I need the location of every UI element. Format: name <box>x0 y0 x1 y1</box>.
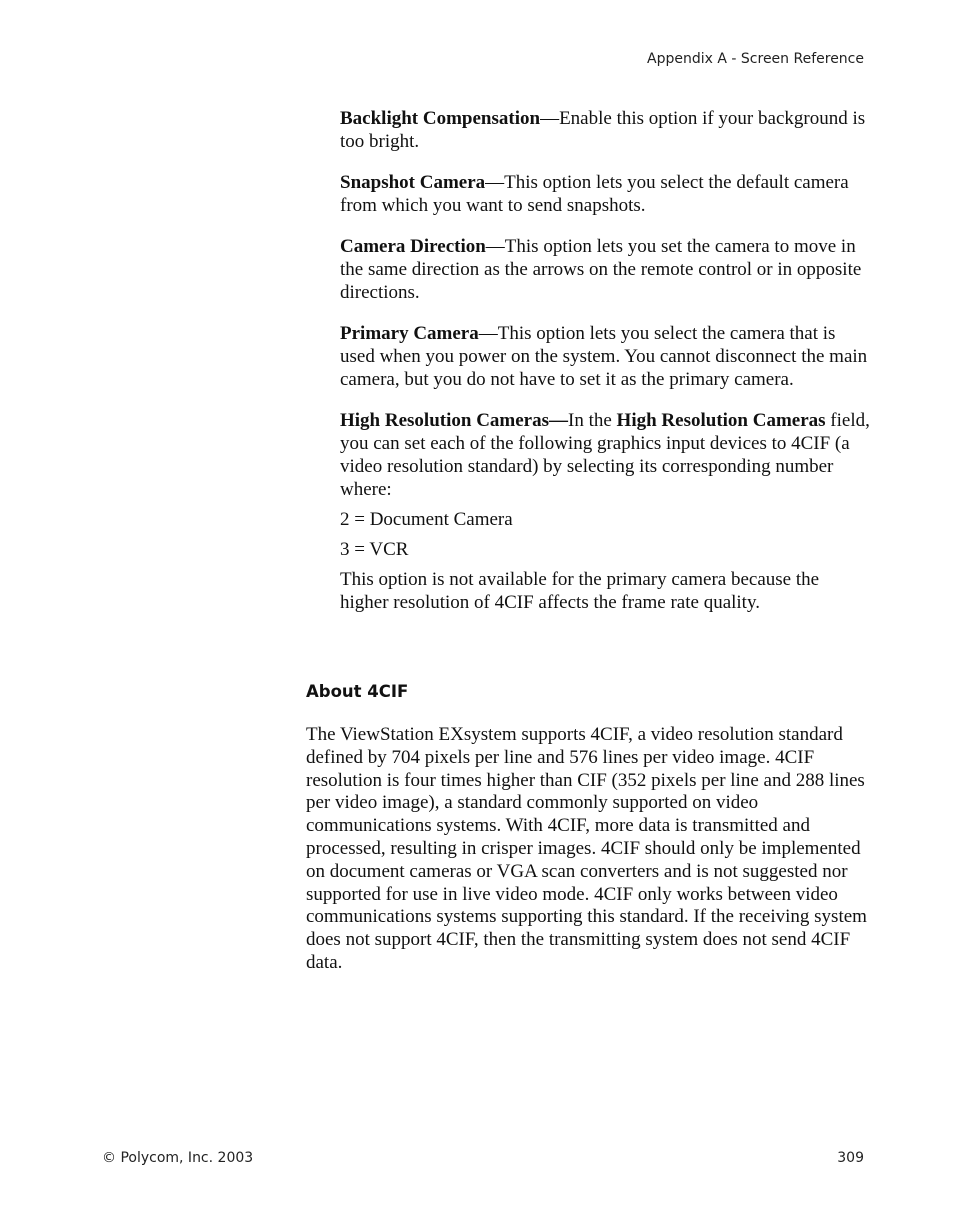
option-description: —This option lets you select the default camera from which you want to send snapshots. <box>340 172 849 216</box>
option-backlight-compensation <box>340 107 870 153</box>
high-res-item-vcr: 3 = VCR <box>340 539 409 560</box>
option-description: —This option lets you set the camera to move in the same direction as the arrows on the remote control or in opposite directions. <box>340 236 862 303</box>
option-description: field, you can set each of the following graphics input devices to 4CIF (a video resolution standard) by selecting its corresponding number where: <box>340 410 870 500</box>
option-snapshot-camera <box>340 171 870 217</box>
option-term: Backlight Compensation <box>340 108 541 129</box>
page-number: 309 <box>837 1150 864 1166</box>
option-term: Camera Direction <box>340 236 486 257</box>
option-camera-direction <box>340 235 870 304</box>
running-header: Appendix A - Screen Reference <box>647 51 864 67</box>
field-name: High Resolution Cameras <box>616 410 826 431</box>
high-res-item-document-camera: 2 = Document Camera <box>340 509 513 530</box>
copyright-footer: © Polycom, Inc. 2003 <box>102 1150 254 1166</box>
high-res-note: This option is not available for the primary camera because the higher resolution of 4CIF affects the frame rate quality. <box>340 569 820 613</box>
option-term: High Resolution Cameras— <box>340 410 568 431</box>
section-body: The ViewStation EXsystem supports 4CIF, a video resolution standard defined by 704 pixels per line and 576 lines per video image. 4CIF resolution is four times higher than CIF (352 pixels per line and 288 lines per video image), a standard commonly supported on video communications systems. With 4CIF, more data is transmitted and processed, resulting in crisper images. 4CIF should only be implemented on document cameras or VGA scan converters and is not suggested nor supported for use in live video mode. 4CIF only works between video communications systems supporting this standard. If the receiving system does not support 4CIF, then the transmitting system does not send 4CIF data. <box>306 724 867 973</box>
option-term: Primary Camera <box>340 323 479 344</box>
option-primary-camera <box>340 322 870 391</box>
option-description: —This option lets you select the camera that is used when you power on the system. You cannot disconnect the main camera, but you do not have to set it as the primary camera. <box>340 323 868 390</box>
option-high-resolution-cameras <box>340 409 870 501</box>
section-heading: About 4CIF <box>306 682 409 701</box>
option-description-lead: In the <box>568 410 617 431</box>
option-description: —Enable this option if your background is too bright. <box>340 108 866 152</box>
option-term: Snapshot Camera <box>340 172 486 193</box>
camera-options-list <box>340 107 870 632</box>
